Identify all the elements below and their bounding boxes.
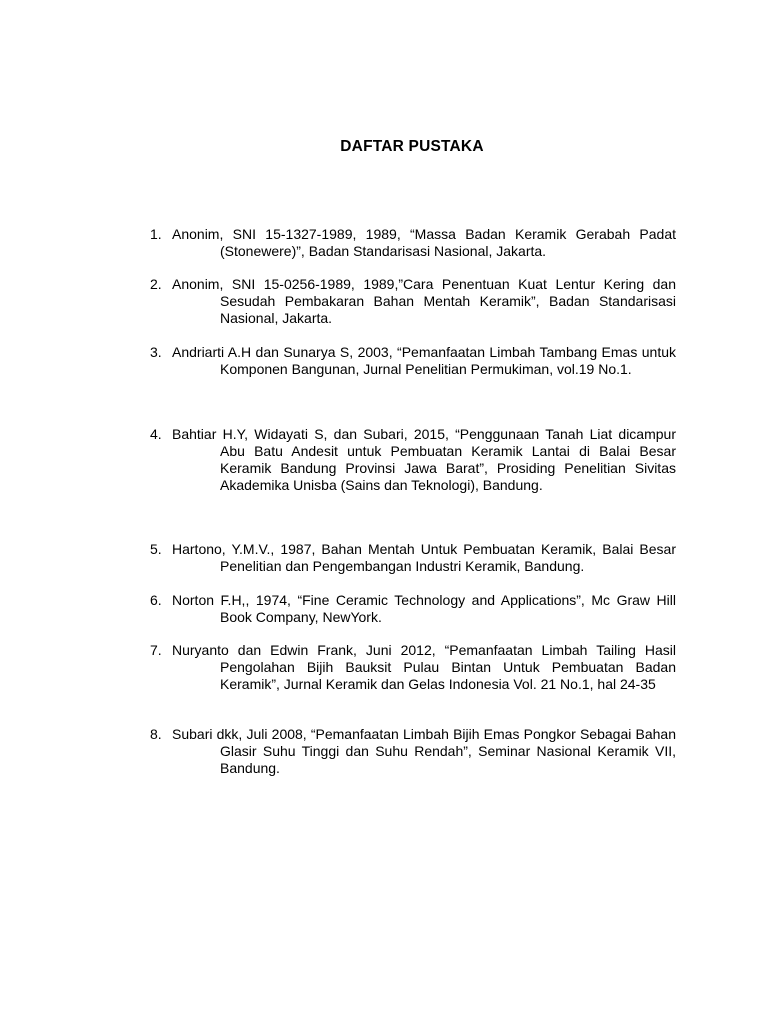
reference-item-6 [150, 592, 676, 626]
page-title: DAFTAR PUSTAKA [340, 138, 484, 155]
reference-number: 2. [150, 276, 162, 292]
reference-item-3 [150, 344, 676, 378]
reference-number: 8. [150, 726, 162, 742]
reference-text: Hartono, Y.M.V., 1987, Bahan Mentah Untuk Pembuatan Keramik, Balai Besar Penelitian dan Pengembangan Industri Keramik, Bandung. [172, 541, 676, 574]
reference-text: Norton F.H,, 1974, “Fine Ceramic Technology and Applications”, Mc Graw Hill Book Company, NewYork. [172, 592, 676, 625]
reference-number: 5. [150, 541, 162, 557]
reference-number: 3. [150, 344, 162, 360]
reference-item-8 [150, 726, 676, 777]
reference-text: Anonim, SNI 15-1327-1989, 1989, “Massa Badan Keramik Gerabah Padat (Stonewere)”, Badan Standarisasi Nasional, Jakarta. [172, 226, 676, 259]
reference-item-1 [150, 226, 676, 260]
reference-item-7 [150, 642, 676, 693]
reference-text: Subari dkk, Juli 2008, “Pemanfaatan Limbah Bijih Emas Pongkor Sebagai Bahan Glasir Suhu Tinggi dan Suhu Rendah”, Seminar Nasional Keramik VII, Bandung. [172, 726, 676, 776]
reference-number: 1. [150, 226, 162, 242]
reference-text: Bahtiar H.Y, Widayati S, dan Subari, 2015, “Penggunaan Tanah Liat dicampur Abu Batu Andesit untuk Pembuatan Keramik Lantai di Balai Besar Keramik Bandung Provinsi Jawa Barat”, Prosiding Penelitian Sivitas Akademika Unisba (Sains dan Teknologi), Bandung. [172, 426, 676, 493]
reference-number: 4. [150, 426, 162, 442]
reference-text: Nuryanto dan Edwin Frank, Juni 2012, “Pemanfaatan Limbah Tailing Hasil Pengolahan Bijih Bauksit Pulau Bintan Untuk Pembuatan Badan Keramik”, Jurnal Keramik dan Gelas Indonesia Vol. 21 No.1, hal 24-35 [172, 642, 676, 692]
reference-item-5 [150, 541, 676, 575]
reference-text: Anonim, SNI 15-0256-1989, 1989,”Cara Penentuan Kuat Lentur Kering dan Sesudah Pembakaran Bahan Mentah Keramik”, Badan Standarisasi Nasional, Jakarta. [172, 276, 676, 326]
reference-item-4 [150, 426, 676, 494]
reference-item-2 [150, 276, 676, 327]
reference-number: 7. [150, 642, 162, 658]
reference-text: Andriarti A.H dan Sunarya S, 2003, “Pemanfaatan Limbah Tambang Emas untuk Komponen Bangunan, Jurnal Penelitian Permukiman, vol.19 No.1. [172, 344, 676, 377]
reference-number: 6. [150, 592, 162, 608]
